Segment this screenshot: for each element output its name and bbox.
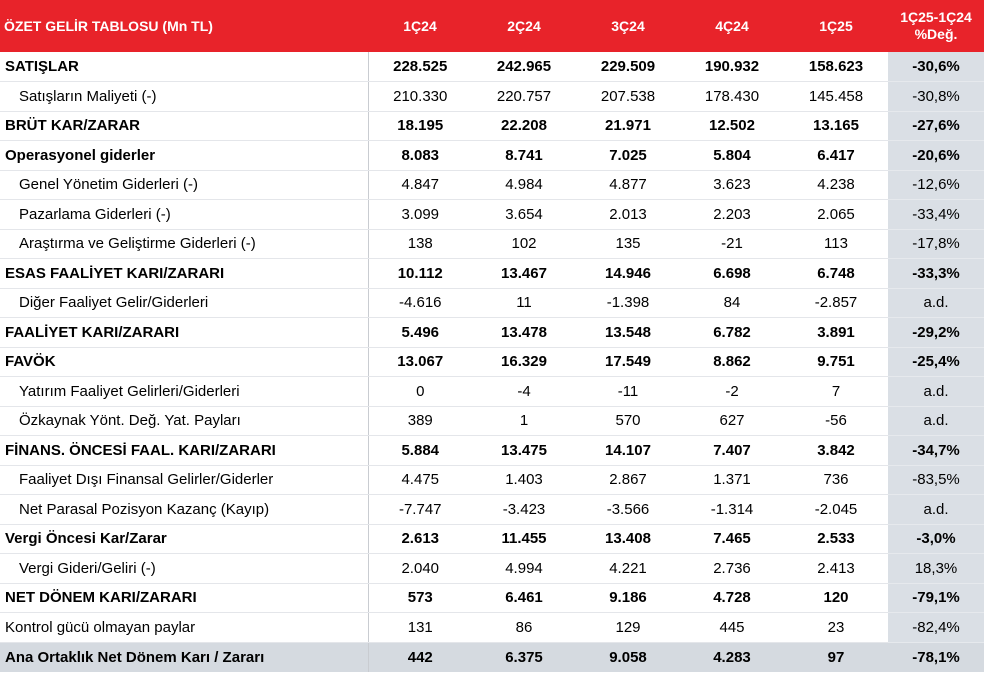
value-cell: 13.165 — [784, 111, 888, 141]
value-cell: 14.946 — [576, 259, 680, 289]
change-cell: -25,4% — [888, 347, 984, 377]
value-cell: 2.613 — [368, 524, 472, 554]
value-cell: 2.203 — [680, 200, 784, 230]
value-cell: 1.403 — [472, 465, 576, 495]
value-cell: -1.398 — [576, 288, 680, 318]
table-row — [0, 377, 984, 407]
table-row — [0, 524, 984, 554]
value-cell: 131 — [368, 613, 472, 643]
value-cell: 4.847 — [368, 170, 472, 200]
table-row — [0, 52, 984, 82]
value-cell: 145.458 — [784, 82, 888, 112]
table-row — [0, 406, 984, 436]
value-cell: 22.208 — [472, 111, 576, 141]
change-cell: -82,4% — [888, 613, 984, 643]
value-cell: 10.112 — [368, 259, 472, 289]
value-cell: -11 — [576, 377, 680, 407]
value-cell: 7 — [784, 377, 888, 407]
change-cell: -78,1% — [888, 642, 984, 672]
value-cell: 113 — [784, 229, 888, 259]
table-row — [0, 288, 984, 318]
value-cell: 2.413 — [784, 554, 888, 584]
row-label: Genel Yönetim Giderleri (-) — [0, 170, 368, 200]
row-label: Araştırma ve Geliştirme Giderleri (-) — [0, 229, 368, 259]
value-cell: 6.461 — [472, 583, 576, 613]
value-cell: -3.423 — [472, 495, 576, 525]
value-cell: 2.013 — [576, 200, 680, 230]
value-cell: 13.478 — [472, 318, 576, 348]
change-cell: -83,5% — [888, 465, 984, 495]
period-header: 1Ç24 — [368, 0, 472, 52]
value-cell: 23 — [784, 613, 888, 643]
table-row — [0, 465, 984, 495]
value-cell: 14.107 — [576, 436, 680, 466]
row-label: Özkaynak Yönt. Değ. Yat. Payları — [0, 406, 368, 436]
value-cell: 8.741 — [472, 141, 576, 171]
row-label: FAVÖK — [0, 347, 368, 377]
table-row — [0, 170, 984, 200]
table-row — [0, 583, 984, 613]
period-header: 4Ç24 — [680, 0, 784, 52]
value-cell: -21 — [680, 229, 784, 259]
value-cell: -2 — [680, 377, 784, 407]
row-label: Net Parasal Pozisyon Kazanç (Kayıp) — [0, 495, 368, 525]
value-cell: 17.549 — [576, 347, 680, 377]
table-row — [0, 82, 984, 112]
value-cell: 8.862 — [680, 347, 784, 377]
value-cell: 11.455 — [472, 524, 576, 554]
value-cell: 4.238 — [784, 170, 888, 200]
value-cell: 18.195 — [368, 111, 472, 141]
value-cell: 13.467 — [472, 259, 576, 289]
value-cell: 190.932 — [680, 52, 784, 82]
value-cell: 13.548 — [576, 318, 680, 348]
table-row — [0, 259, 984, 289]
row-label: SATIŞLAR — [0, 52, 368, 82]
value-cell: 627 — [680, 406, 784, 436]
table-row — [0, 495, 984, 525]
change-cell: -27,6% — [888, 111, 984, 141]
value-cell: 445 — [680, 613, 784, 643]
value-cell: -4 — [472, 377, 576, 407]
value-cell: 6.417 — [784, 141, 888, 171]
value-cell: 8.083 — [368, 141, 472, 171]
value-cell: 9.058 — [576, 642, 680, 672]
value-cell: 97 — [784, 642, 888, 672]
value-cell: 2.736 — [680, 554, 784, 584]
value-cell: 2.065 — [784, 200, 888, 230]
change-cell: -12,6% — [888, 170, 984, 200]
row-label: NET DÖNEM KARI/ZARARI — [0, 583, 368, 613]
table-body — [0, 52, 984, 672]
change-cell: -30,6% — [888, 52, 984, 82]
value-cell: 5.804 — [680, 141, 784, 171]
value-cell: 3.654 — [472, 200, 576, 230]
value-cell: 11 — [472, 288, 576, 318]
row-label: Diğer Faaliyet Gelir/Giderleri — [0, 288, 368, 318]
value-cell: 220.757 — [472, 82, 576, 112]
row-label: Pazarlama Giderleri (-) — [0, 200, 368, 230]
value-cell: 2.040 — [368, 554, 472, 584]
table-title: ÖZET GELİR TABLOSU (Mn TL) — [0, 0, 368, 52]
value-cell: 16.329 — [472, 347, 576, 377]
change-cell: a.d. — [888, 377, 984, 407]
value-cell: 736 — [784, 465, 888, 495]
value-cell: 4.728 — [680, 583, 784, 613]
value-cell: 442 — [368, 642, 472, 672]
value-cell: 228.525 — [368, 52, 472, 82]
period-header: 3Ç24 — [576, 0, 680, 52]
change-header-line1: 1Ç25-1Ç24 — [900, 9, 972, 25]
value-cell: 5.884 — [368, 436, 472, 466]
table-row — [0, 642, 984, 672]
table-row — [0, 200, 984, 230]
row-label: BRÜT KAR/ZARAR — [0, 111, 368, 141]
value-cell: 207.538 — [576, 82, 680, 112]
table-row — [0, 347, 984, 377]
value-cell: 1 — [472, 406, 576, 436]
value-cell: 6.782 — [680, 318, 784, 348]
value-cell: 3.099 — [368, 200, 472, 230]
value-cell: 7.407 — [680, 436, 784, 466]
value-cell: 178.430 — [680, 82, 784, 112]
value-cell: 4.475 — [368, 465, 472, 495]
value-cell: 4.877 — [576, 170, 680, 200]
value-cell: 573 — [368, 583, 472, 613]
value-cell: 5.496 — [368, 318, 472, 348]
value-cell: 4.221 — [576, 554, 680, 584]
value-cell: -56 — [784, 406, 888, 436]
change-cell: a.d. — [888, 406, 984, 436]
row-label: Ana Ortaklık Net Dönem Karı / Zararı — [0, 642, 368, 672]
row-label: Faaliyet Dışı Finansal Gelirler/Giderler — [0, 465, 368, 495]
table-row — [0, 229, 984, 259]
change-header-line2: %Değ. — [914, 26, 958, 42]
change-cell: 18,3% — [888, 554, 984, 584]
value-cell: 138 — [368, 229, 472, 259]
change-cell: -17,8% — [888, 229, 984, 259]
change-cell: -33,3% — [888, 259, 984, 289]
value-cell: 102 — [472, 229, 576, 259]
change-cell: -33,4% — [888, 200, 984, 230]
row-label: Yatırım Faaliyet Gelirleri/Giderleri — [0, 377, 368, 407]
period-header: 1Ç25 — [784, 0, 888, 52]
row-label: Satışların Maliyeti (-) — [0, 82, 368, 112]
row-label: Vergi Gideri/Geliri (-) — [0, 554, 368, 584]
table-header-row — [0, 0, 984, 52]
value-cell: 4.984 — [472, 170, 576, 200]
value-cell: 3.891 — [784, 318, 888, 348]
row-label: Kontrol gücü olmayan paylar — [0, 613, 368, 643]
value-cell: 229.509 — [576, 52, 680, 82]
value-cell: 1.371 — [680, 465, 784, 495]
value-cell: 6.375 — [472, 642, 576, 672]
table-row — [0, 613, 984, 643]
value-cell: 9.186 — [576, 583, 680, 613]
row-label: FİNANS. ÖNCESİ FAAL. KARI/ZARARI — [0, 436, 368, 466]
value-cell: -1.314 — [680, 495, 784, 525]
value-cell: 13.067 — [368, 347, 472, 377]
change-cell: -3,0% — [888, 524, 984, 554]
value-cell: 135 — [576, 229, 680, 259]
value-cell: 13.475 — [472, 436, 576, 466]
change-cell: -30,8% — [888, 82, 984, 112]
value-cell: -7.747 — [368, 495, 472, 525]
value-cell: 3.842 — [784, 436, 888, 466]
value-cell: 570 — [576, 406, 680, 436]
period-header: 2Ç24 — [472, 0, 576, 52]
value-cell: 6.698 — [680, 259, 784, 289]
table-row — [0, 554, 984, 584]
change-cell: a.d. — [888, 495, 984, 525]
value-cell: 242.965 — [472, 52, 576, 82]
value-cell: -4.616 — [368, 288, 472, 318]
value-cell: 84 — [680, 288, 784, 318]
value-cell: 389 — [368, 406, 472, 436]
change-cell: -20,6% — [888, 141, 984, 171]
value-cell: 158.623 — [784, 52, 888, 82]
value-cell: 7.465 — [680, 524, 784, 554]
value-cell: -3.566 — [576, 495, 680, 525]
value-cell: 6.748 — [784, 259, 888, 289]
value-cell: 120 — [784, 583, 888, 613]
value-cell: 21.971 — [576, 111, 680, 141]
table-row — [0, 436, 984, 466]
value-cell: -2.857 — [784, 288, 888, 318]
value-cell: -2.045 — [784, 495, 888, 525]
value-cell: 2.533 — [784, 524, 888, 554]
row-label: FAALİYET KARI/ZARARI — [0, 318, 368, 348]
value-cell: 4.283 — [680, 642, 784, 672]
value-cell: 86 — [472, 613, 576, 643]
change-cell: -79,1% — [888, 583, 984, 613]
change-cell: -34,7% — [888, 436, 984, 466]
value-cell: 2.867 — [576, 465, 680, 495]
value-cell: 9.751 — [784, 347, 888, 377]
value-cell: 13.408 — [576, 524, 680, 554]
value-cell: 129 — [576, 613, 680, 643]
change-cell: a.d. — [888, 288, 984, 318]
change-header — [888, 0, 984, 52]
value-cell: 3.623 — [680, 170, 784, 200]
value-cell: 210.330 — [368, 82, 472, 112]
row-label: Vergi Öncesi Kar/Zarar — [0, 524, 368, 554]
table-row — [0, 141, 984, 171]
row-label: ESAS FAALİYET KARI/ZARARI — [0, 259, 368, 289]
row-label: Operasyonel giderler — [0, 141, 368, 171]
value-cell: 7.025 — [576, 141, 680, 171]
change-cell: -29,2% — [888, 318, 984, 348]
table-row — [0, 111, 984, 141]
value-cell: 12.502 — [680, 111, 784, 141]
table-row — [0, 318, 984, 348]
value-cell: 0 — [368, 377, 472, 407]
value-cell: 4.994 — [472, 554, 576, 584]
